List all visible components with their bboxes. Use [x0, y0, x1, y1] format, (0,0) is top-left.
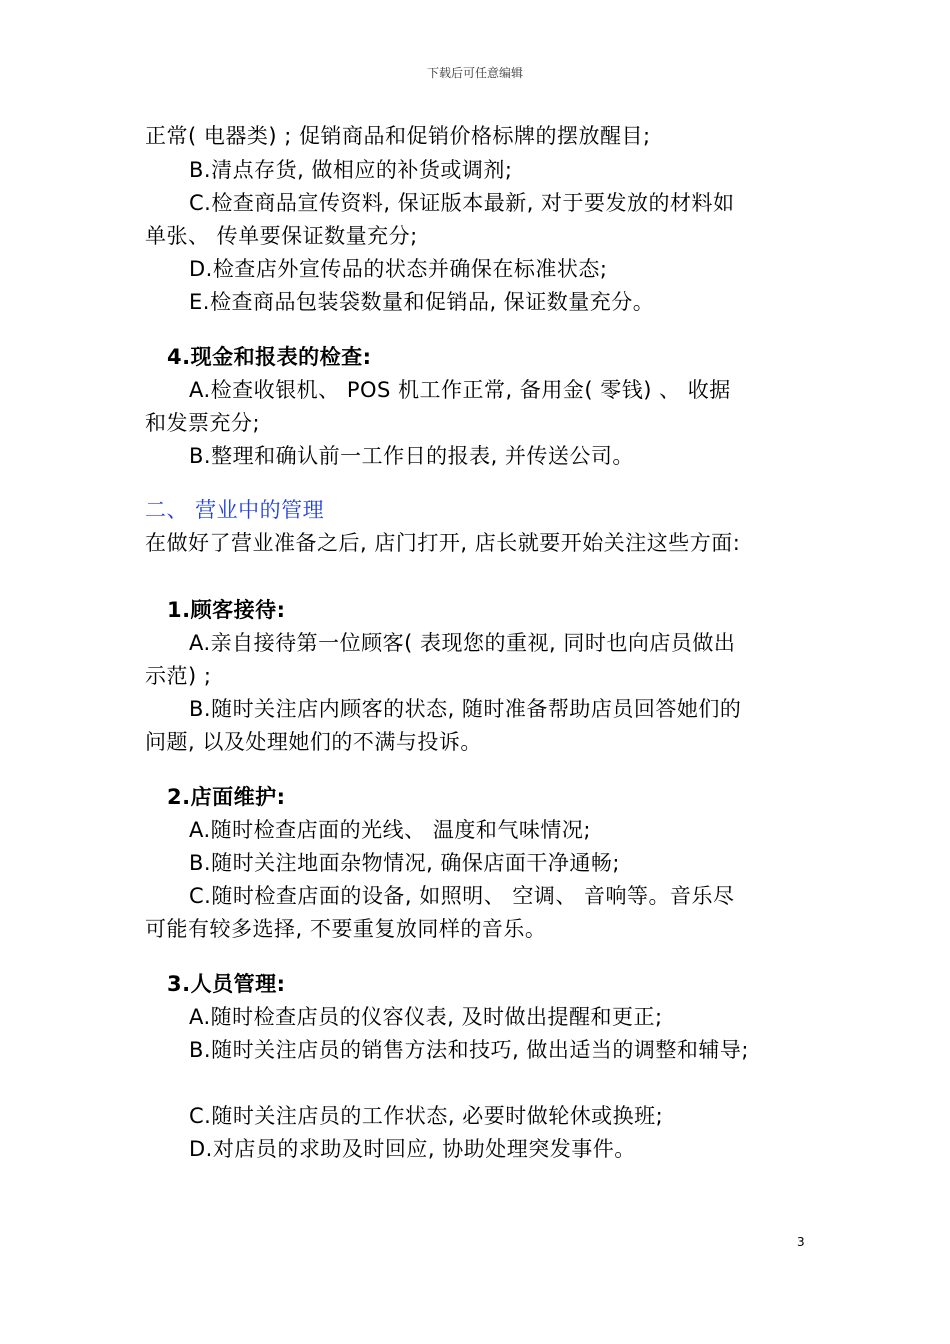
- section-heading: 2.店面维护:: [167, 785, 286, 809]
- text-line: 单张、 传单要保证数量充分;: [145, 224, 418, 248]
- text-line: B.随时关注地面杂物情况, 确保店面干净通畅;: [189, 851, 621, 875]
- text-line: 可能有较多选择, 不要重复放同样的音乐。: [145, 917, 547, 941]
- text-line: 问题, 以及处理她们的不满与投诉。: [145, 730, 482, 754]
- text-line: 示范) ;: [145, 664, 212, 688]
- section-heading: 4.现金和报表的检查:: [167, 345, 372, 369]
- text-line: B.整理和确认前一工作日的报表, 并传送公司。: [189, 444, 634, 468]
- text-line: A.检查收银机、 POS 机工作正常, 备用金( 零钱) 、 收据: [189, 378, 731, 402]
- text-line: 和发票充分;: [145, 411, 261, 435]
- text-line: C.随时关注店员的工作状态, 必要时做轮休或换班;: [189, 1104, 664, 1128]
- text-line: 正常( 电器类) ; 促销商品和促销价格标牌的摆放醒目;: [145, 124, 651, 148]
- text-line: B.随时关注店员的销售方法和技巧, 做出适当的调整和辅导;: [189, 1038, 750, 1062]
- text-line: E.检查商品包装袋数量和促销品, 保证数量充分。: [189, 290, 655, 314]
- text-line: D.对店员的求助及时回应, 协助处理突发事件。: [189, 1137, 636, 1161]
- text-line: A.随时检查店员的仪容仪表, 及时做出提醒和更正;: [189, 1005, 663, 1029]
- text-line: 在做好了营业准备之后, 店门打开, 店长就要开始关注这些方面:: [145, 531, 741, 555]
- text-line: C.随时检查店面的设备, 如照明、 空调、 音响等。音乐尽: [189, 884, 735, 908]
- page-header: 下载后可任意编辑: [426, 66, 523, 80]
- section-heading: 3.人员管理:: [167, 972, 286, 996]
- text-line: B.清点存货, 做相应的补货或调剂;: [189, 158, 513, 182]
- section-heading: 1.顾客接待:: [167, 598, 286, 622]
- chapter-heading: 二、 营业中的管理: [145, 498, 325, 522]
- text-line: C.检查商品宣传资料, 保证版本最新, 对于要发放的材料如: [189, 191, 735, 215]
- text-line: B.随时关注店内顾客的状态, 随时准备帮助店员回答她们的: [189, 697, 742, 721]
- text-line: A.随时检查店面的光线、 温度和气味情况;: [189, 818, 591, 842]
- text-line: D.检查店外宣传品的状态并确保在标准状态;: [189, 257, 608, 281]
- text-line: A.亲自接待第一位顾客( 表现您的重视, 同时也向店员做出: [189, 631, 736, 655]
- page-number: 3: [797, 1235, 805, 1249]
